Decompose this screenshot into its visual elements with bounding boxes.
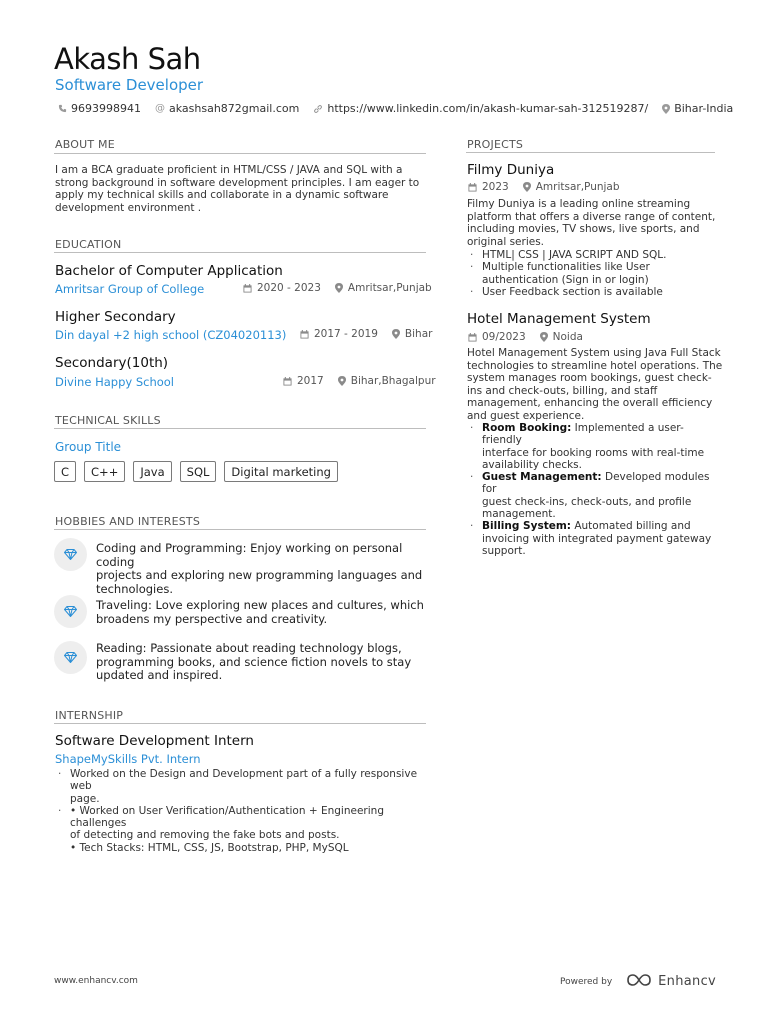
- bullet-line: • Tech Stacks: HTML, CSS, JS, Bootstrap, PHP, MySQL: [70, 841, 349, 854]
- education-school: Amritsar Group of College: [55, 282, 205, 296]
- location-text: Bihar-India: [674, 102, 734, 115]
- education-dates: 2020 - 2023: [257, 282, 321, 294]
- about-text: [55, 164, 419, 214]
- desc-line: system manages room bookings, guest check-: [467, 372, 712, 384]
- education-location: Amritsar,Punjab: [347, 282, 432, 294]
- skill-tag: Digital marketing: [224, 461, 338, 482]
- desc-line: and guest experience.: [467, 409, 585, 422]
- bullet-line: of detecting and removing the fake bots and posts.: [70, 829, 340, 842]
- project-location: Amritsar,Punjab: [535, 181, 620, 193]
- bullet-item: [467, 249, 717, 261]
- desc-line: original series.: [467, 235, 545, 248]
- contact-bar: [58, 102, 747, 115]
- project-date: 09/2023: [482, 331, 526, 343]
- contact-location: [662, 102, 733, 115]
- education-school: Divine Happy School: [55, 375, 175, 389]
- calendar-icon: [468, 333, 477, 342]
- bullet-line: · Worked on the Design and Development part of a fully responsive web: [70, 768, 418, 793]
- project-name: Filmy Duniya: [467, 162, 555, 178]
- about-line: apply my technical skills and collaborate in a dynamic software: [55, 189, 389, 201]
- link-icon: [313, 104, 323, 114]
- project-meta: [468, 181, 620, 193]
- skills-list: [54, 461, 346, 482]
- section-title-internship: INTERNSHIP: [55, 709, 124, 722]
- section-title-projects: PROJECTS: [467, 138, 524, 151]
- bullet-line: · Multiple functionalities like User: [482, 261, 650, 274]
- bullet-item: [467, 520, 717, 557]
- bullet-item: [467, 422, 717, 471]
- desc-line: platform that offers a diverse range of content,: [467, 210, 716, 223]
- bullet-line: authentication (Sign in or login): [482, 273, 649, 286]
- education-degree: Bachelor of Computer Application: [55, 263, 283, 279]
- bullet-line: · HTML| CSS | JAVA SCRIPT AND SQL.: [482, 249, 667, 261]
- location-pin-icon: [392, 329, 400, 339]
- bullet-line: · • Worked on User Verification/Authentication + Engineering challenges: [70, 804, 384, 830]
- diamond-icon: [54, 595, 87, 628]
- skills-group-title: Group Title: [55, 440, 122, 454]
- divider: [54, 153, 426, 154]
- bullet-line: management.: [482, 508, 556, 521]
- section-title-about: ABOUT ME: [55, 138, 115, 151]
- calendar-icon: [468, 183, 477, 192]
- education-location: Bihar,Bhagalpur: [350, 375, 436, 387]
- education-degree: Higher Secondary: [55, 309, 176, 325]
- bullet-item: [467, 261, 717, 286]
- bullet-text: Implemented a user-friendly: [482, 422, 684, 447]
- hobby-line: broadens my perspective and creativity.: [96, 611, 328, 626]
- bullet-item: [55, 768, 435, 805]
- bullet-bold: Guest Management:: [482, 471, 602, 484]
- bullet-line: · User Feedback section is available: [482, 285, 663, 298]
- bullet-line: availability checks.: [482, 458, 582, 471]
- desc-line: Hotel Management System using Java Full Stack: [467, 347, 721, 359]
- hobby-item: [54, 595, 426, 628]
- at-icon: @: [155, 103, 165, 114]
- desc-line: technologies to streamline hotel operations. The: [467, 359, 723, 372]
- contact-phone: [58, 102, 141, 115]
- skill-tag: Java: [133, 461, 171, 482]
- project-description: [467, 347, 722, 422]
- hobby-line: technologies.: [96, 581, 173, 596]
- linkedin-link[interactable]: https://www.linkedin.com/in/akash-kumar-sah-312519287/: [327, 102, 649, 115]
- project-name: Hotel Management System: [467, 311, 651, 327]
- bullet-line: invoicing with integrated payment gateway: [482, 532, 712, 545]
- bullet-line: support.: [482, 544, 526, 557]
- skill-tag: SQL: [180, 461, 217, 482]
- desc-line: including movies, TV shows, live sports, and: [467, 223, 700, 235]
- calendar-icon: [300, 330, 309, 339]
- divider: [54, 428, 426, 429]
- section-title-hobbies: HOBBIES AND INTERESTS: [55, 515, 201, 528]
- education-location: Bihar: [404, 328, 433, 340]
- project-bullets: [467, 249, 717, 298]
- contact-email: [155, 102, 299, 115]
- bullet-item: [467, 286, 717, 298]
- footer-site-link[interactable]: www.enhancv.com: [54, 976, 138, 986]
- internship-company: ShapeMySkills Pvt. Intern: [55, 752, 201, 766]
- education-school: Din dayal +2 high school (CZ04020113): [55, 328, 287, 342]
- divider: [466, 152, 715, 153]
- skill-tag: C++: [84, 461, 125, 482]
- bullet-item: [55, 805, 435, 854]
- project-location: Noida: [552, 331, 583, 343]
- education-meta: [300, 328, 432, 340]
- location-pin-icon: [338, 376, 346, 386]
- bullet-line: guest check-ins, check-outs, and profile: [482, 495, 692, 508]
- about-line: development environment .: [55, 201, 202, 214]
- powered-by-label: Powered by: [560, 976, 613, 987]
- education-dates: 2017: [297, 375, 324, 387]
- education-degree: Secondary(10th): [55, 355, 169, 371]
- section-title-education: EDUCATION: [55, 238, 122, 251]
- project-meta: [468, 331, 583, 343]
- skill-tag: C: [54, 461, 76, 482]
- email-text[interactable]: akashsah872gmail.com: [169, 102, 300, 115]
- phone-icon: [58, 104, 67, 113]
- bullet-bold: Billing System:: [482, 520, 571, 533]
- diamond-icon: [54, 641, 87, 674]
- divider: [54, 529, 426, 530]
- hobby-line: projects and exploring new programming languages and: [96, 568, 423, 582]
- calendar-icon: [243, 284, 252, 293]
- candidate-role: Software Developer: [55, 76, 204, 94]
- hobby-item: [54, 640, 426, 683]
- project-date: 2023: [482, 181, 509, 193]
- candidate-name: Akash Sah: [54, 42, 201, 76]
- bullet-text: Automated billing and: [570, 520, 691, 533]
- enhancv-logo-icon: [626, 972, 652, 991]
- desc-line: management, enhancing the overall efficiency: [467, 397, 713, 409]
- about-line: strong background in software development principles. I am eager to: [55, 176, 420, 189]
- desc-line: Filmy Duniya is a leading online streaming: [467, 198, 691, 210]
- project-description: [467, 198, 715, 248]
- location-pin-icon: [540, 332, 548, 342]
- bullet-item: [467, 471, 717, 520]
- hobby-line: Reading: Passionate about reading technology blogs,: [96, 641, 402, 655]
- location-pin-icon: [335, 283, 343, 293]
- calendar-icon: [283, 377, 292, 386]
- education-meta: [243, 282, 432, 294]
- bullet-bold: Room Booking:: [482, 422, 572, 434]
- divider: [54, 723, 426, 724]
- hobby-line: Coding and Programming: Enjoy working on personal coding: [96, 541, 403, 569]
- project-bullets: [467, 422, 717, 557]
- hobby-line: Traveling: Love exploring new places and cultures, which: [96, 598, 424, 612]
- bullet-text: Developed modules for: [482, 471, 710, 496]
- hobby-line: updated and inspired.: [96, 668, 223, 682]
- contact-linkedin: [313, 102, 648, 115]
- education-dates: 2017 - 2019: [314, 328, 378, 340]
- education-meta: [283, 375, 436, 387]
- divider: [54, 252, 426, 253]
- phone-text[interactable]: 9693998941: [71, 102, 141, 115]
- hobby-item: [54, 538, 426, 596]
- internship-bullets: [55, 768, 435, 854]
- section-title-skills: TECHNICAL SKILLS: [55, 414, 161, 427]
- location-pin-icon: [662, 104, 670, 114]
- location-pin-icon: [523, 182, 531, 192]
- desc-line: ins and check-outs, billing, and staff: [467, 384, 658, 397]
- footer-branding: [560, 972, 716, 991]
- about-line: I am a BCA graduate proficient in HTML/CSS / JAVA and SQL with a: [55, 164, 403, 176]
- internship-role: Software Development Intern: [55, 733, 254, 749]
- bullet-line: interface for booking rooms with real-time: [482, 446, 705, 459]
- diamond-icon: [54, 538, 87, 571]
- enhancv-brand: Enhancv: [658, 974, 717, 989]
- hobby-line: programming books, and science fiction novels to stay: [96, 654, 412, 669]
- bullet-line: page.: [70, 792, 100, 805]
